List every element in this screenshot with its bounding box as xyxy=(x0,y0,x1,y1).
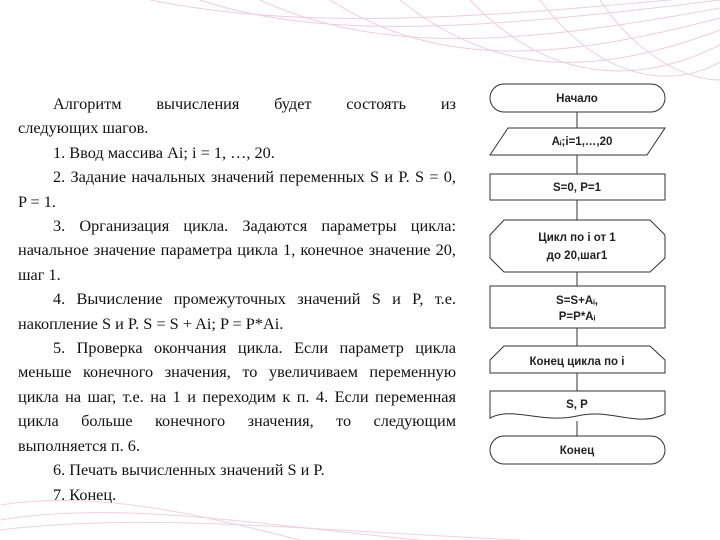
loop-start-block xyxy=(490,220,665,272)
step-1: 1. Ввод массива Ai; i = 1, …, 20. xyxy=(53,142,275,162)
init-block xyxy=(490,174,665,200)
input-label: Aᵢ;i=1,…,20 xyxy=(551,136,613,148)
loop-label-line-2: до 20,шаг1 xyxy=(546,250,608,262)
step-2: 2. Задание начальных значений переменных S и P. S = 0, P = 1. xyxy=(18,167,456,211)
step-4: 4. Вычисление промежуточных значений S и P, т.е. накопление S и P. S = S + Ai; P = P*Ai. xyxy=(18,289,456,333)
step-7: 7. Конец. xyxy=(53,484,117,504)
loop-label-line-1: Цикл по i от 1 xyxy=(538,232,616,244)
calc-label-line-2: P=P*Aᵢ xyxy=(558,311,596,323)
step-3: 3. Организация цикла. Задаются параметры цикла: начальное значение параметра цикла 1, конечное значение 20, шаг 1. xyxy=(18,216,456,284)
output-block xyxy=(490,391,665,419)
output-label: S, P xyxy=(566,399,588,411)
end-label: Конец xyxy=(559,445,595,457)
algorithm-description xyxy=(18,92,456,507)
loop-end-label: Конец цикла по i xyxy=(529,356,625,368)
calc-label-line-1: S=S+Aᵢ, xyxy=(556,295,598,307)
calc-block xyxy=(490,286,665,328)
step-5: 5. Проверка окончания цикла. Если параметр цикла меньше конечного значения, то увеличиваем переменную цикла на шаг, т.е. на 1 и переходим к п. 4. Если переменная цикла больше конечного значения, то следующим выполняется п. 6. xyxy=(18,338,456,455)
end-terminal xyxy=(490,436,665,464)
flowchart xyxy=(482,78,682,483)
intro-line-2: следующих шагов. xyxy=(18,118,149,138)
step-6: 6. Печать вычисленных значений S и P. xyxy=(53,460,325,480)
start-terminal xyxy=(490,84,665,112)
start-label: Начало xyxy=(556,93,598,105)
intro-line-1: Алгоритм вычисления будет состоять из xyxy=(53,94,456,113)
input-block xyxy=(490,128,665,155)
init-label: S=0, P=1 xyxy=(553,182,601,194)
loop-end-block xyxy=(490,346,665,373)
